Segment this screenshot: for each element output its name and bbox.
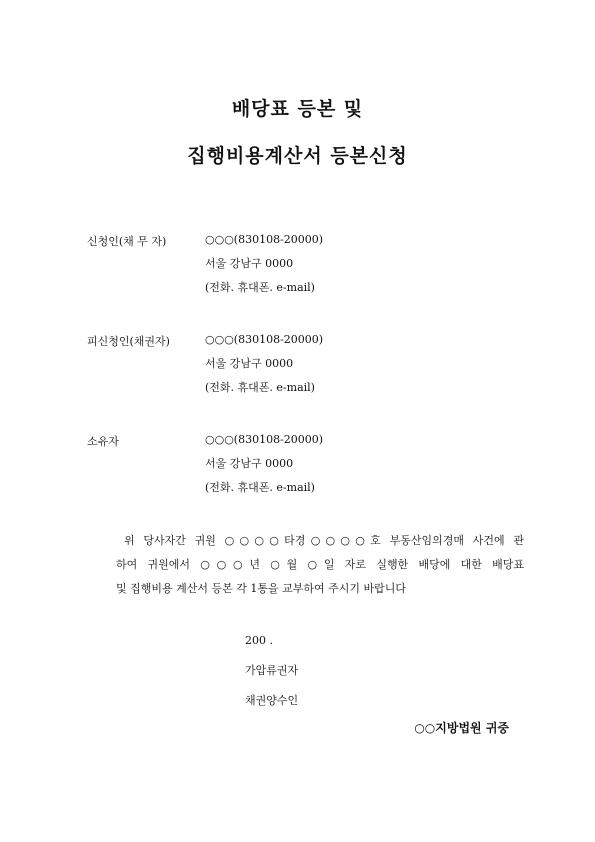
party-details bbox=[205, 233, 323, 305]
closing-block bbox=[245, 634, 298, 724]
party-address: 서울 강남구 0000 bbox=[205, 257, 294, 270]
filing-date: 200 . bbox=[245, 634, 273, 647]
body-line: 및 집행비용 계산서 등본 각 1통을 교부하여 주시기 바랍니다 bbox=[116, 582, 406, 595]
party-label: 피신청인(채권자) bbox=[87, 335, 170, 348]
signer-provisional-attachment-holder: 가압류권자 bbox=[245, 664, 299, 677]
party-contact: (전화. 휴대폰. e-mail) bbox=[205, 481, 315, 494]
party-contact: (전화. 휴대폰. e-mail) bbox=[205, 381, 315, 394]
party-name: ○○○(830108-20000) bbox=[205, 233, 324, 246]
court-addressee: ○○지방법원 귀중 bbox=[414, 721, 509, 735]
party-name: ○○○(830108-20000) bbox=[205, 433, 324, 446]
party-address: 서울 강남구 0000 bbox=[205, 357, 294, 370]
party-details bbox=[205, 333, 323, 405]
body-line: 하여 귀원에서 ○○○년 ○월 ○일 자로 실행한 배당에 대한 배당표 bbox=[116, 558, 524, 571]
party-details bbox=[205, 433, 323, 505]
body-line: 위 당사자간 귀원 ○○○○타경○○○○호 부동산임의경매 사건에 관 bbox=[124, 534, 524, 547]
petition-body bbox=[116, 534, 524, 606]
document-title-line-2: 집행비용계산서 등본신청 bbox=[187, 145, 408, 167]
party-name: ○○○(830108-20000) bbox=[205, 333, 324, 346]
document-title-line-1: 배당표 등본 및 bbox=[231, 98, 364, 120]
signer-claim-assignee: 채권양수인 bbox=[245, 694, 299, 707]
party-label: 신청인(채 무 자) bbox=[87, 235, 167, 248]
party-label: 소유자 bbox=[87, 435, 119, 448]
party-contact: (전화. 휴대폰. e-mail) bbox=[205, 281, 315, 294]
party-address: 서울 강남구 0000 bbox=[205, 457, 294, 470]
